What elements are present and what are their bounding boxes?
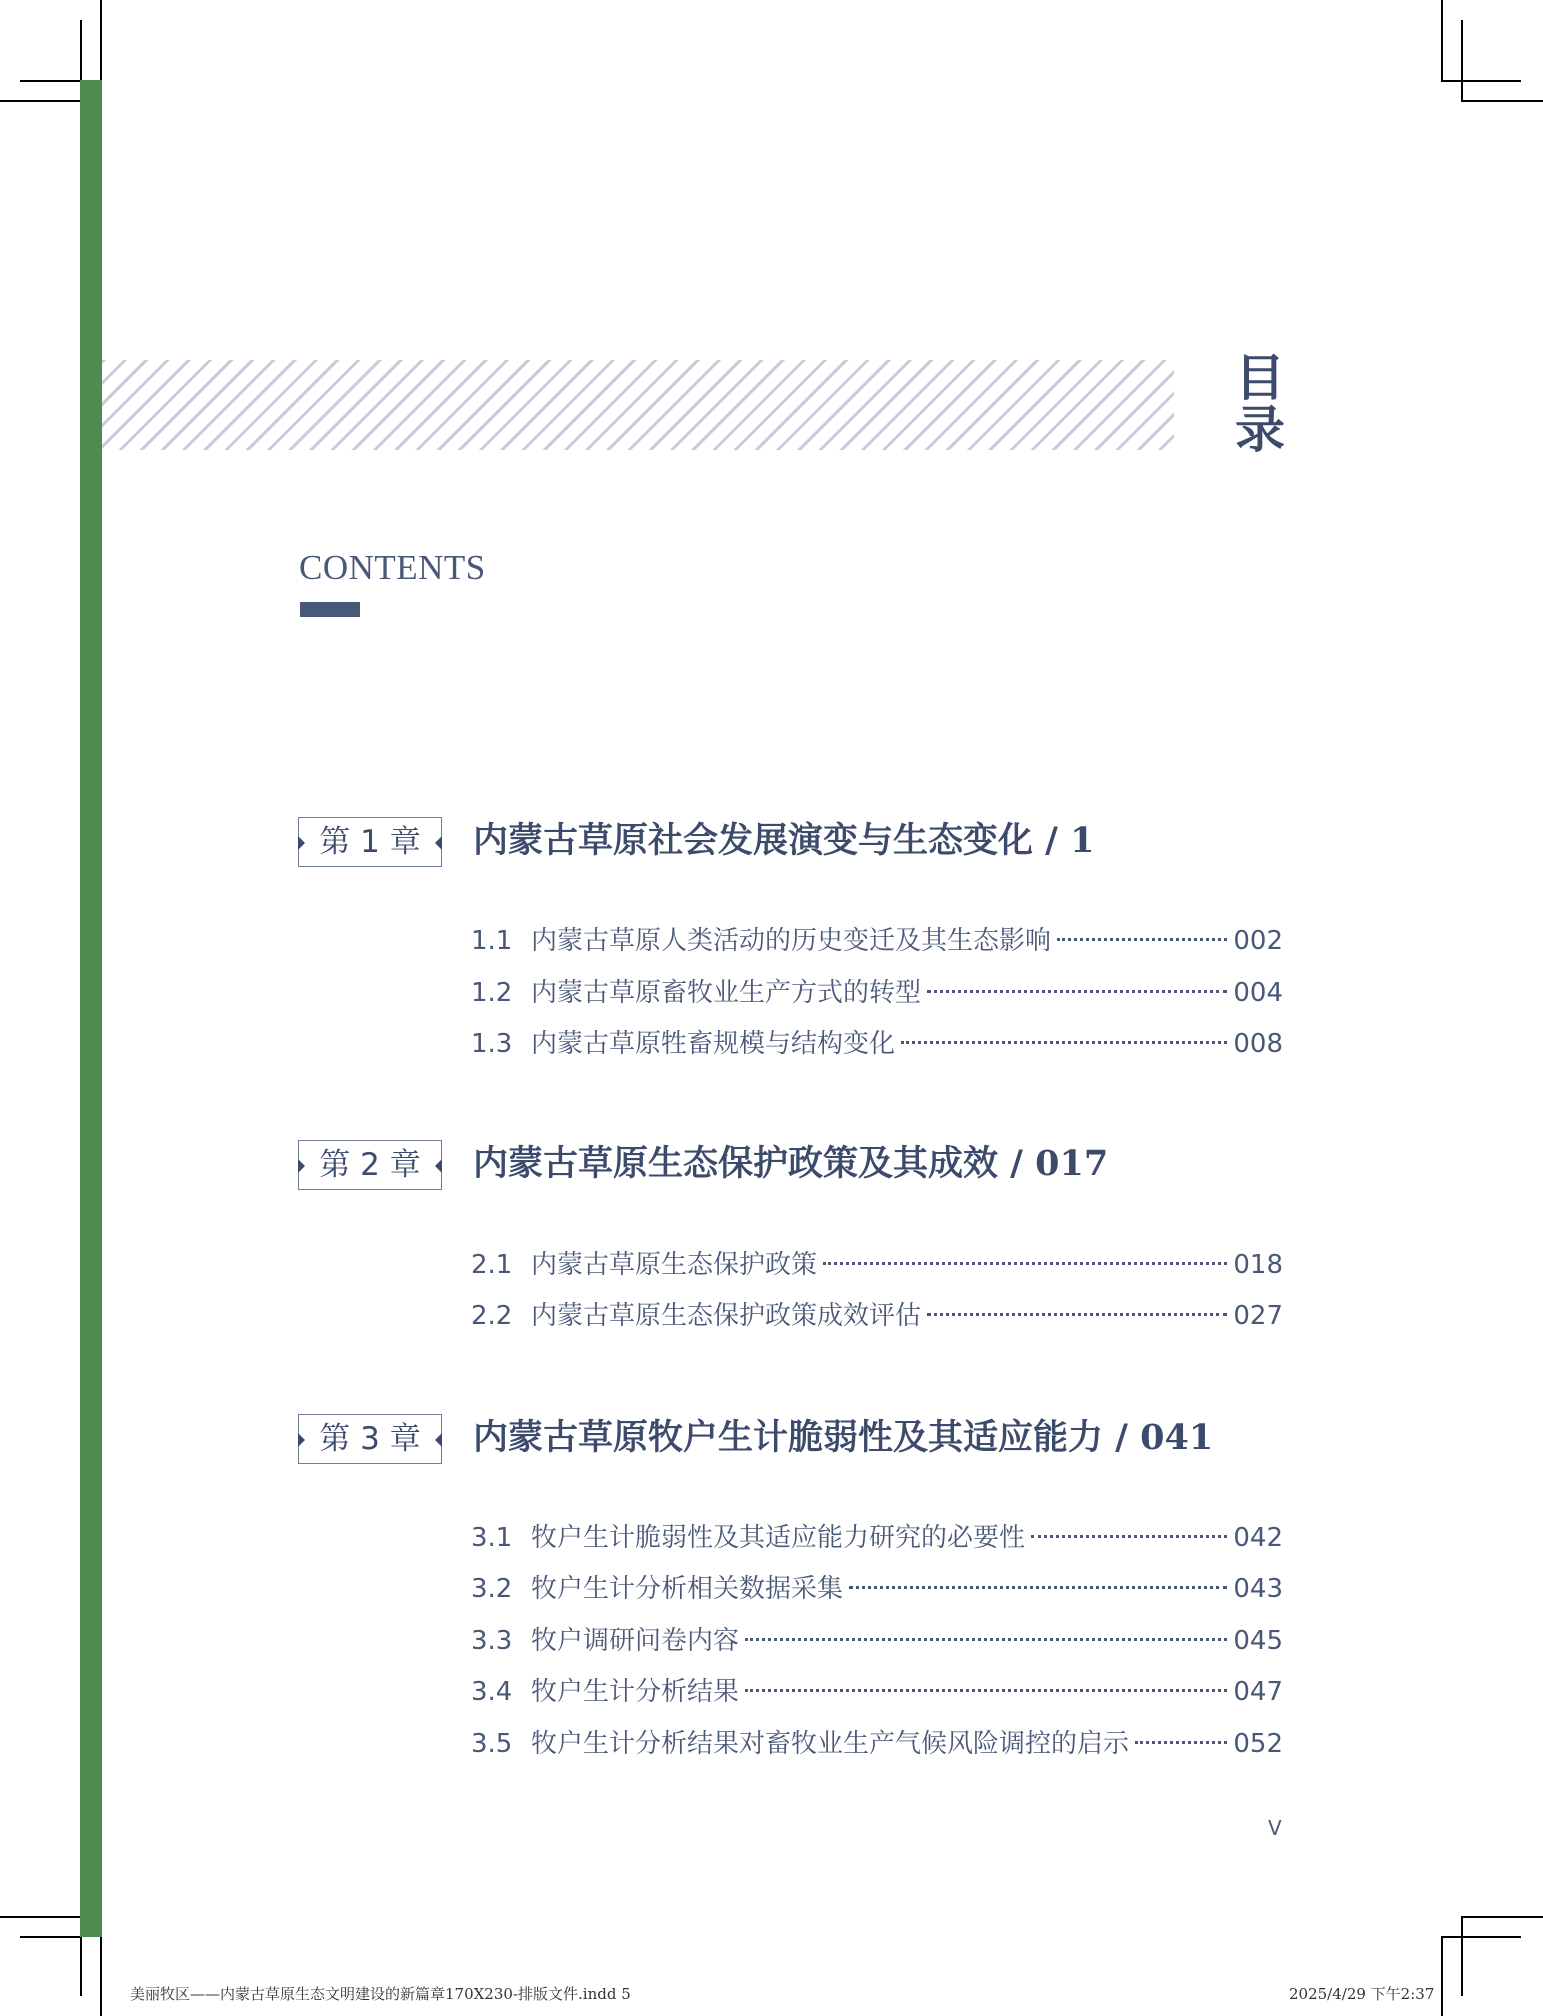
section-number: 1.1 xyxy=(471,926,513,956)
section-title: 牧户生计分析结果对畜牧业生产气候风险调控的启示 xyxy=(531,1729,1130,1759)
dot-leader xyxy=(901,1041,1227,1044)
section-title: 内蒙古草原生态保护政策 xyxy=(531,1250,818,1280)
crop-mark xyxy=(0,1916,80,1918)
toc-entry[interactable] xyxy=(471,1517,1283,1557)
crop-mark xyxy=(80,1936,82,1996)
crop-mark xyxy=(100,1936,102,2016)
section-number: 2.1 xyxy=(471,1250,513,1280)
section-title: 内蒙古草原人类活动的历史变迁及其生态影响 xyxy=(531,926,1052,956)
crop-mark xyxy=(1441,0,1443,80)
section-title: 牧户生计脆弱性及其适应能力研究的必要性 xyxy=(531,1523,1026,1553)
page-ref: 052 xyxy=(1233,1729,1283,1759)
toc-entry[interactable] xyxy=(471,1723,1283,1763)
crop-mark xyxy=(1461,1916,1463,1996)
chapter-number: 第 3 章 xyxy=(319,1421,421,1457)
section-title: 牧户调研问卷内容 xyxy=(531,1626,740,1656)
section-number: 3.5 xyxy=(471,1729,513,1759)
page-ref: 002 xyxy=(1233,926,1283,956)
page-number: V xyxy=(1268,1816,1282,1840)
toc-entry[interactable] xyxy=(471,1568,1283,1608)
dot-leader xyxy=(1057,938,1227,941)
section-number: 3.1 xyxy=(471,1523,513,1553)
diagonal-stripe-band xyxy=(102,360,1174,450)
dot-leader xyxy=(823,1262,1227,1265)
crop-mark xyxy=(0,100,80,102)
green-edge-bar xyxy=(80,80,102,1937)
crop-mark xyxy=(100,0,102,80)
crop-mark xyxy=(1441,1936,1521,1938)
section-title: 内蒙古草原生态保护政策成效评估 xyxy=(531,1301,922,1331)
chapter-2-heading[interactable] xyxy=(298,1140,1298,1190)
section-title: 牧户生计分析相关数据采集 xyxy=(531,1574,844,1604)
crop-mark xyxy=(1461,1916,1543,1918)
triangle-left-icon xyxy=(435,1159,442,1173)
chapter-number-box xyxy=(298,1140,442,1190)
section-number: 1.2 xyxy=(471,978,513,1008)
dot-leader xyxy=(1031,1535,1227,1538)
page-ref: 008 xyxy=(1233,1029,1283,1059)
dot-leader xyxy=(745,1689,1227,1692)
chapter-3-heading[interactable] xyxy=(298,1414,1298,1464)
page-ref: 047 xyxy=(1233,1677,1283,1707)
contents-label: CONTENTS xyxy=(299,548,486,587)
toc-entry[interactable] xyxy=(471,1023,1283,1063)
section-number: 2.2 xyxy=(471,1301,513,1331)
crop-mark xyxy=(1461,20,1463,100)
page-ref: 042 xyxy=(1233,1523,1283,1553)
chapter-title: 内蒙古草原社会发展演变与生态变化 / 1 xyxy=(473,820,1095,861)
chapter-number: 第 1 章 xyxy=(319,824,421,860)
crop-mark xyxy=(20,1936,80,1938)
toc-entry[interactable] xyxy=(471,920,1283,960)
page-ref: 027 xyxy=(1233,1301,1283,1331)
chapter-1-heading[interactable] xyxy=(298,817,1298,867)
dot-leader xyxy=(745,1638,1227,1641)
crop-mark xyxy=(1441,80,1521,82)
crop-mark xyxy=(1461,100,1543,102)
chapter-number-box xyxy=(298,817,442,867)
triangle-left-icon xyxy=(435,836,442,850)
section-title: 牧户生计分析结果 xyxy=(531,1677,740,1707)
section-number: 3.4 xyxy=(471,1677,513,1707)
page-ref: 018 xyxy=(1233,1250,1283,1280)
page-ref: 043 xyxy=(1233,1574,1283,1604)
chapter-number: 第 2 章 xyxy=(319,1147,421,1183)
toc-entry[interactable] xyxy=(471,1244,1283,1284)
section-number: 1.3 xyxy=(471,1029,513,1059)
chapter-title: 内蒙古草原牧户生计脆弱性及其适应能力 / 041 xyxy=(473,1417,1214,1458)
section-number: 3.2 xyxy=(471,1574,513,1604)
print-slug-filename: 美丽牧区——内蒙古草原生态文明建设的新篇章170X230-排版文件.indd 5 xyxy=(130,1985,631,2003)
section-title: 内蒙古草原牲畜规模与结构变化 xyxy=(531,1029,896,1059)
page-ref: 004 xyxy=(1233,978,1283,1008)
dot-leader xyxy=(927,1313,1227,1316)
section-number: 3.3 xyxy=(471,1626,513,1656)
page-title: 目录 xyxy=(1235,348,1285,459)
chapter-number-box xyxy=(298,1414,442,1464)
toc-entry[interactable] xyxy=(471,1671,1283,1711)
toc-entry[interactable] xyxy=(471,972,1283,1012)
triangle-left-icon xyxy=(435,1433,442,1447)
contents-underline xyxy=(300,602,360,617)
print-slug-timestamp: 2025/4/29 下午2:37 xyxy=(1289,1985,1435,2003)
toc-entry[interactable] xyxy=(471,1620,1283,1660)
crop-mark xyxy=(80,20,82,80)
page-ref: 045 xyxy=(1233,1626,1283,1656)
dot-leader xyxy=(1135,1741,1227,1744)
crop-mark xyxy=(20,80,80,82)
dot-leader xyxy=(927,990,1227,993)
crop-mark xyxy=(1441,1936,1443,2016)
section-title: 内蒙古草原畜牧业生产方式的转型 xyxy=(531,978,922,1008)
chapter-title: 内蒙古草原生态保护政策及其成效 / 017 xyxy=(473,1143,1109,1184)
toc-entry[interactable] xyxy=(471,1295,1283,1335)
dot-leader xyxy=(849,1586,1227,1589)
